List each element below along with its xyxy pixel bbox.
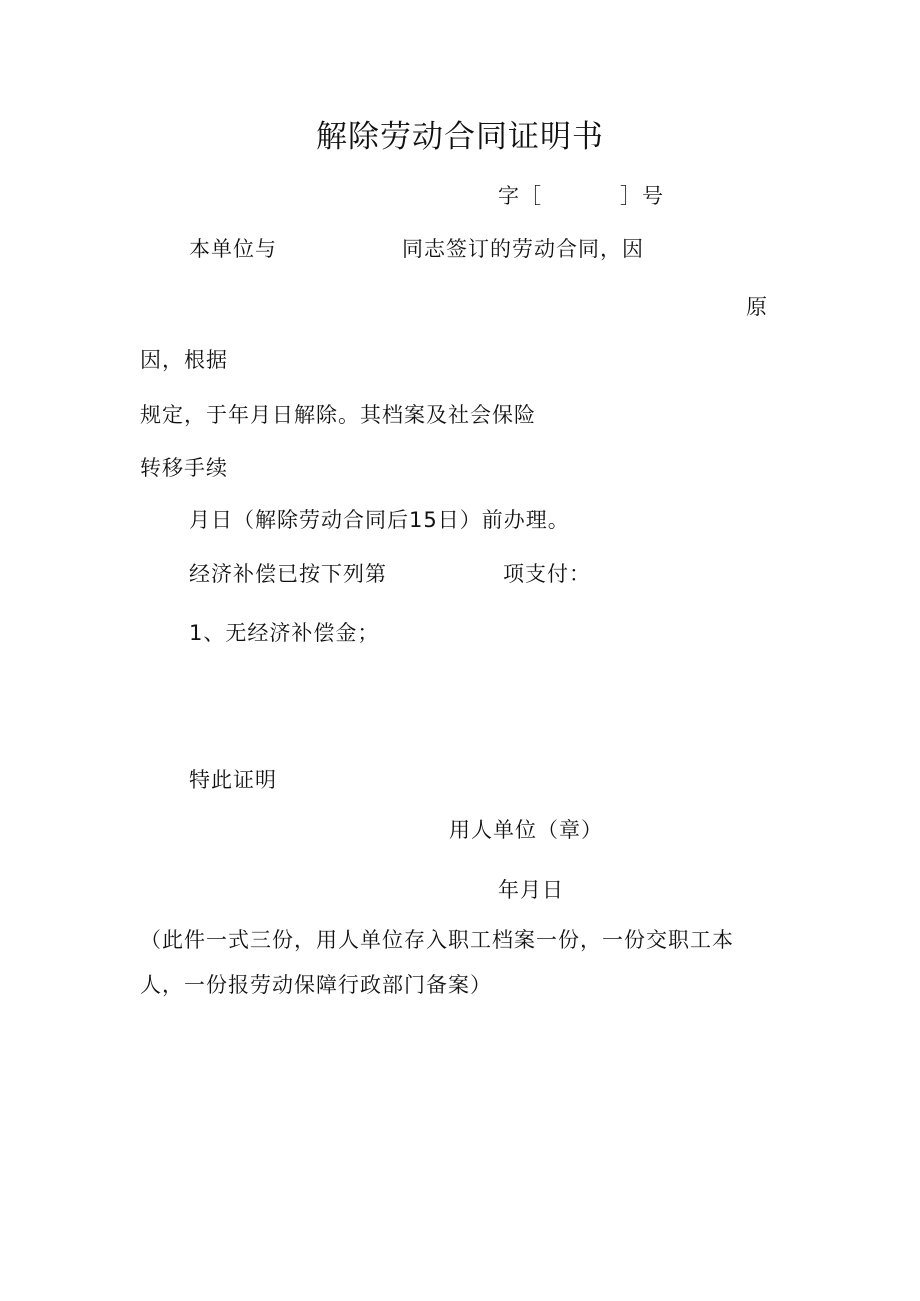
note-line-2: 人，一份报劳动保障行政部门备案） [140,973,492,997]
reason-line: 因，根据 [140,348,228,372]
number-prefix: 字［ [498,184,542,208]
deadline-line: 月日（解除劳动合同后15日）前办理。 [189,508,570,532]
compensation-part2: 项支付： [503,562,591,586]
date-line: 年月日 [498,878,564,902]
reason-char: 原 [746,295,768,319]
note-line-1: （此件一式三份，用人单位存入职工档案一份，一份交职工本 [140,928,734,952]
para1-part2: 同志签订的劳动合同，因 [402,237,644,261]
employer-seal-line: 用人单位（章） [449,818,603,842]
compensation-item-1: 1、无经济补偿金； [189,621,380,645]
compensation-part1: 经济补偿已按下列第 [189,562,387,586]
rule-line: 规定，于年月日解除。其档案及社会保险 [140,403,536,427]
para1-part1: 本单位与 [189,237,277,261]
page-title: 解除劳动合同证明书 [316,119,604,155]
transfer-line: 转移手续 [140,456,228,480]
number-suffix: ］号 [620,184,664,208]
certify-line: 特此证明 [189,768,277,792]
